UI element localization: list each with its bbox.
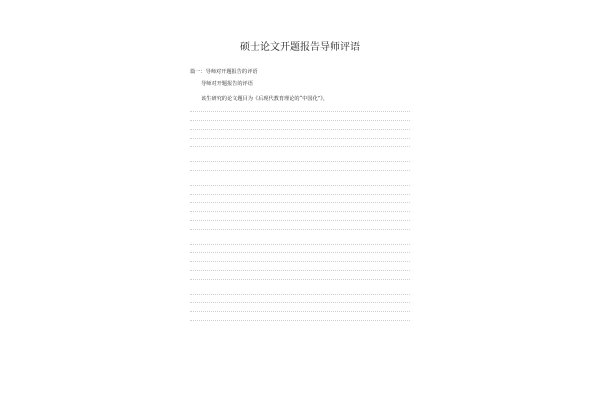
body-line <box>190 245 410 254</box>
body-line <box>190 312 410 321</box>
document-body <box>190 95 410 321</box>
section-header: 篇一：导师对开题报告的评语 <box>190 69 258 75</box>
body-paragraph <box>190 177 410 230</box>
body-line <box>190 195 410 204</box>
body-line <box>190 236 410 245</box>
body-line <box>190 162 410 171</box>
body-line <box>190 253 410 262</box>
body-line <box>190 303 410 312</box>
body-line <box>190 112 410 121</box>
body-line <box>190 212 410 221</box>
body-line <box>190 103 410 112</box>
body-line <box>190 186 410 195</box>
sub-header: 导师对开题报告的评语 <box>201 80 253 87</box>
body-line: 该生研究的论文题目为《后现代教育理论的“中国化”》， <box>201 95 329 102</box>
body-line <box>190 153 410 162</box>
body-paragraph <box>190 286 410 321</box>
body-line <box>190 139 410 148</box>
body-line <box>190 262 410 271</box>
body-paragraph <box>190 95 410 148</box>
body-line <box>190 221 410 230</box>
body-line <box>190 177 410 186</box>
body-line <box>190 295 410 304</box>
body-line <box>190 203 410 212</box>
body-line <box>190 271 410 280</box>
body-line <box>190 286 410 295</box>
body-paragraph <box>190 236 410 280</box>
document-title: 硕士论文开题报告导师评语 <box>240 42 360 53</box>
body-paragraph <box>190 153 410 171</box>
body-line <box>190 121 410 130</box>
body-line <box>190 130 410 139</box>
